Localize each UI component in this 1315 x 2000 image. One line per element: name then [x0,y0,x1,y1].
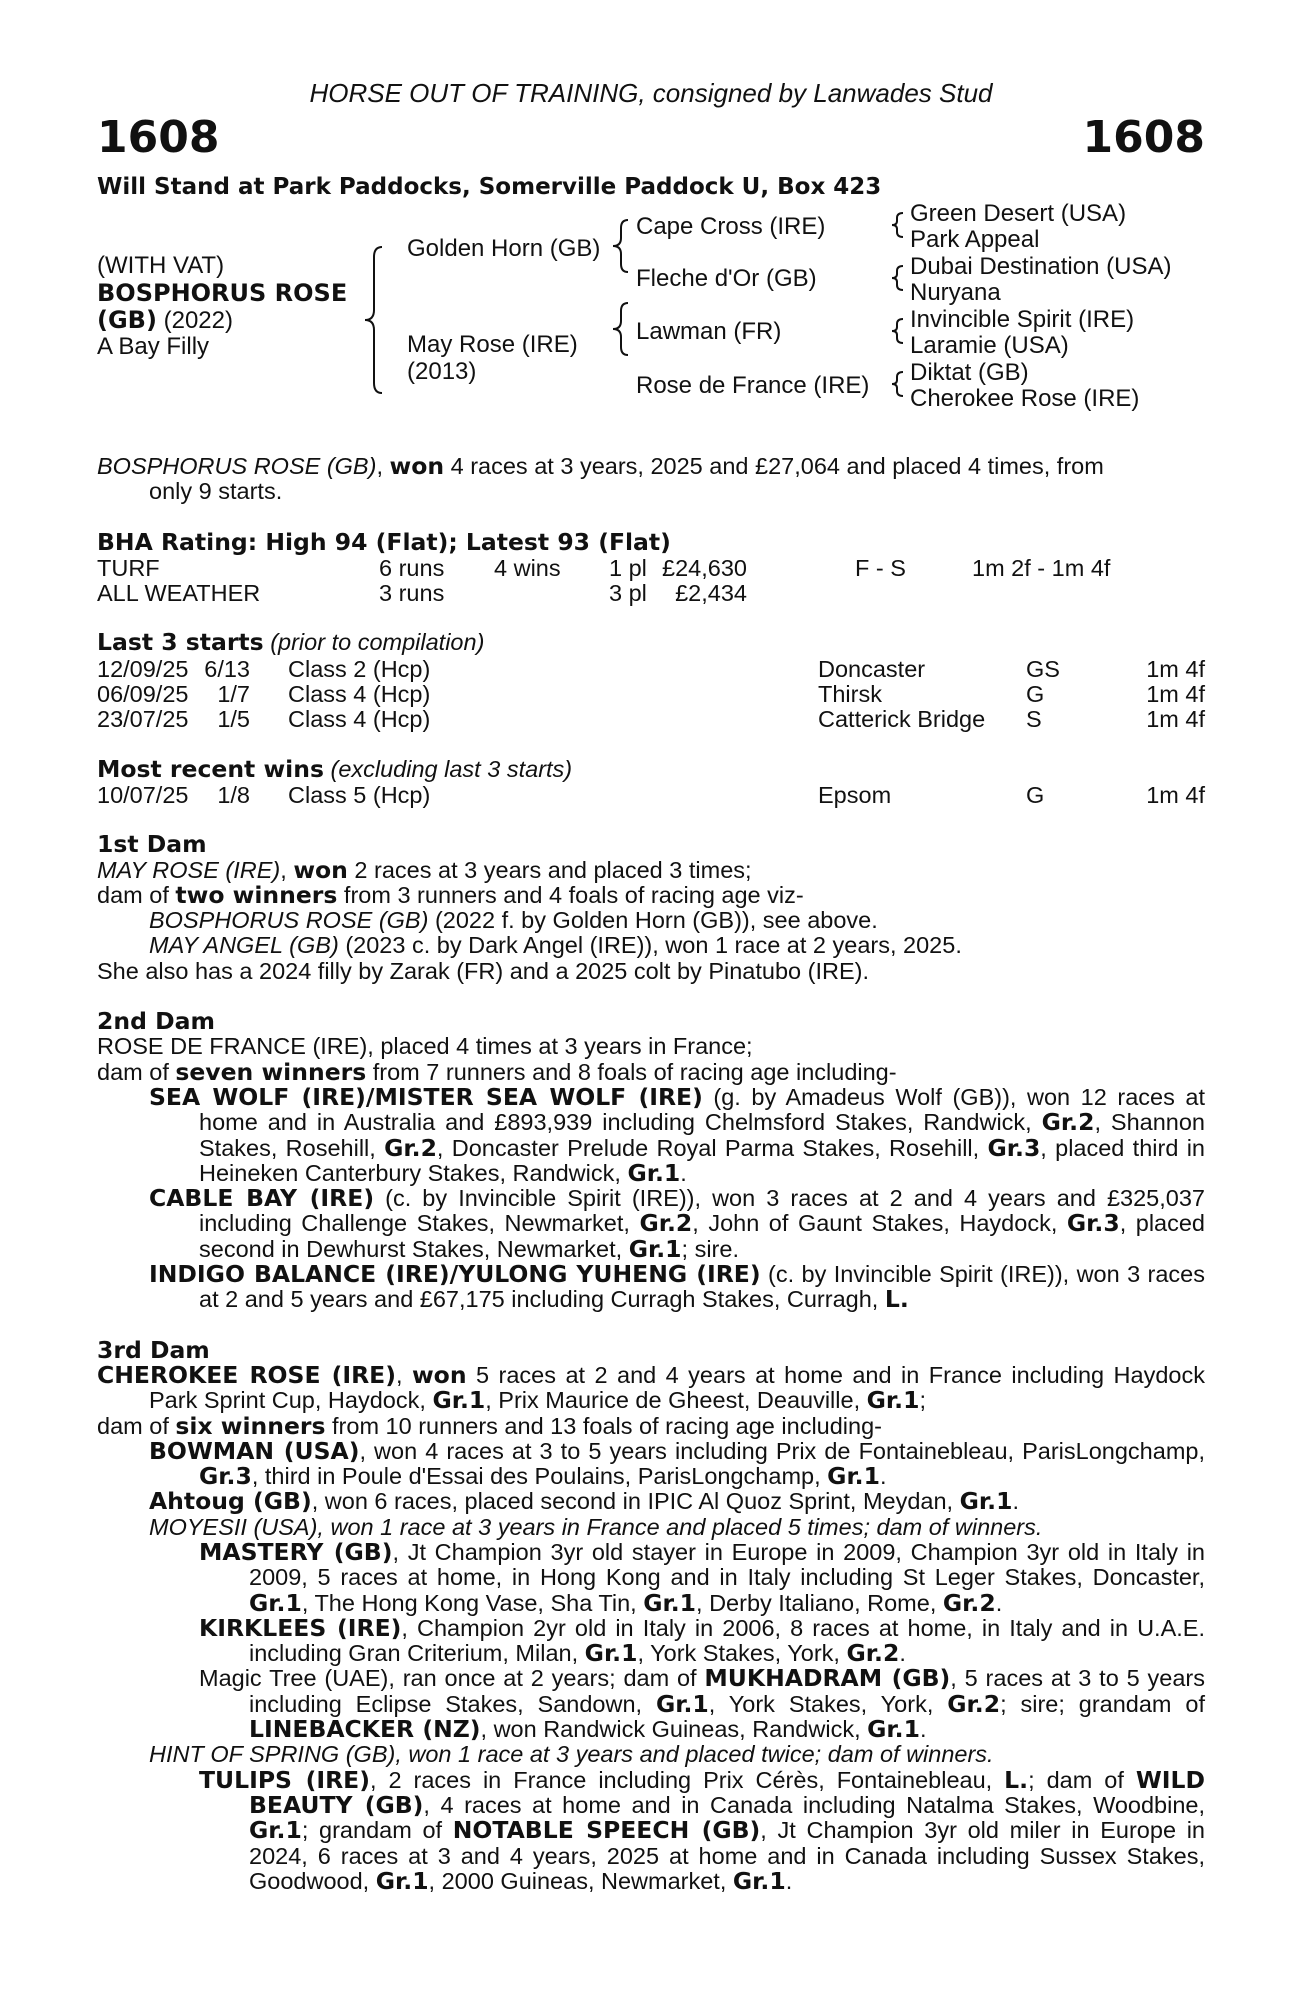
ancestor-ssd: Park Appeal [910,226,1040,253]
produce-entry: BOWMAN (USA), won 4 races at 3 to 5 years including Prix de Fontainebleau, ParisLongchamp, Gr.3, third in Poule d'Essai des Poulains, ParisLongchamp, Gr.1. [149,1436,1205,1491]
recent-distance: 1m 4f [1146,781,1205,808]
recent-row [97,782,1205,807]
second-dam-heading: 2nd Dam [97,1007,215,1036]
catalogue-page [97,78,1205,1894]
sire-sire: Cape Cross (IRE) [636,213,826,240]
first-dam-heading: 1st Dam [97,830,207,859]
start-course: Catterick Bridge [818,706,986,733]
rating-runs: 3 runs [379,580,445,607]
rating-placed: 3 pl [609,580,647,607]
ancestor-dds: Diktat (GB) [910,359,1029,386]
produce-entry: SEA WOLF (IRE)/MISTER SEA WOLF (IRE) (g. by Amadeus Wolf (GB)), won 12 races at home and in Australia and £893,939 including Chelmsford Stakes, Randwick, Gr.2, Shannon Stakes, Rosehill, Gr.2, Doncaster Prelude Royal Parma Stakes, Rosehill, Gr.3, placed third in Heineken Canterbury Stakes, Randwick, Gr.1. [149,1082,1205,1187]
produce-entry: CABLE BAY (IRE) (c. by Invincible Spirit (IRE)), won 3 races at 2 and 4 years and £325,037 including Challenge Stakes, Newmarket, Gr.2, John of Gaunt Stakes, Haydock, Gr.3, placed second in Dewhurst Stakes, Newmarket, Gr.1; sire. [149,1184,1205,1263]
rating-amount: £24,630 [662,554,747,581]
recent-position: 1/8 [217,781,250,808]
ancestor-sdd: Nuryana [910,279,1001,306]
start-class: Class 2 (Hcp) [288,655,431,682]
rating-wins: 4 wins [494,554,561,581]
rating-amount: £2,434 [675,580,747,607]
start-distance: 1m 4f [1146,706,1205,733]
summary-won: won [389,452,445,480]
lot-number-right: 1608 [1082,112,1205,163]
summary-line2: only 9 starts. [149,478,283,505]
start-position: 6/13 [204,655,250,682]
consignment-line: HORSE OUT OF TRAINING, consigned by Lanwades Stud [309,78,993,108]
produce-entry: Ahtoug (GB), won 6 races, placed second in IPIC Al Quoz Sprint, Meydan, Gr.1. [149,1487,1019,1516]
third-dam-heading: 3rd Dam [97,1335,210,1364]
produce-entry: HINT OF SPRING (GB), won 1 race at 3 years and placed twice; dam of winners. [149,1741,994,1768]
first-dam-name: MAY ROSE (IRE) [97,856,281,883]
grand-produce-entry: TULIPS (IRE), 2 races in France including Prix Cérès, Fontainebleau, L.; dam of WILD BEAUTY (GB), 4 races at home and in Canada including Natalma Stakes, Woodbine, Gr.1; grandam of NOTABLE SPEECH (GB), Jt Champion 3yr old miler in Europe in 2024, 6 races at 3 and 4 years, 2025 at home and in Canada including Sussex Stakes, Goodwood, Gr.1, 2000 Guineas, Newmarket, Gr.1. [199,1765,1205,1895]
produce-entry: MOYESII (USA), won 1 race at 3 years in France and placed 5 times; dam of winners. [149,1513,1043,1540]
recent-class: Class 5 (Hcp) [288,781,431,808]
ancestor-ddd: Cherokee Rose (IRE) [910,385,1140,412]
recent-going: G [1026,781,1045,808]
rating-surface: TURF [97,554,160,581]
start-class: Class 4 (Hcp) [288,706,431,733]
recent-date: 10/07/25 [97,781,189,808]
ancestor-dsd: Laramie (USA) [910,332,1069,359]
lot-header [97,78,1205,168]
produce-entry: INDIGO BALANCE (IRE)/YULONG YUHENG (IRE) (c. by Invincible Spirit (IRE)), won 3 races at 2 and 5 years and £67,175 including Curragh Stakes, Curragh, L. [149,1260,1205,1314]
ancestor-sds: Dubai Destination (USA) [910,253,1172,280]
start-course: Doncaster [818,655,926,682]
start-course: Thirsk [818,681,882,708]
lot-number-left: 1608 [97,112,220,163]
dam-sire: Lawman (FR) [636,318,782,345]
start-going: G [1026,681,1045,708]
ancestor-sss: Green Desert (USA) [910,200,1127,227]
grand-produce-entry: KIRKLEES (IRE), Champion 2yr old in Italy in 2006, 8 races at home, in Italy and in U.A.E. including Gran Criterium, Milan, Gr.1, York Stakes, York, Gr.2. [199,1613,1205,1668]
rating-row-aw [97,580,1205,605]
start-position: 1/7 [217,681,250,708]
rating-going: F - S [855,554,906,581]
second-dam-line: ROSE DE FRANCE (IRE), placed 4 times at 3 years in France; [97,1033,753,1060]
dam: May Rose (IRE) [407,331,578,358]
start-class: Class 4 (Hcp) [288,681,431,708]
start-date: 06/09/25 [97,681,189,708]
start-distance: 1m 4f [1146,681,1205,708]
horse-country-year [97,306,233,335]
recent-wins-title: Most recent wins [97,754,324,783]
dam-year: (2013) [407,358,477,385]
start-position: 1/5 [217,706,250,733]
bha-rating-heading: BHA Rating: High 94 (Flat); Latest 93 (Flat) [97,527,671,556]
last-starts-title: Last 3 starts [97,628,264,657]
start-date: 23/07/25 [97,706,189,733]
start-going: GS [1026,655,1060,682]
start-row [97,656,1205,681]
first-dam-also: She also has a 2024 filly by Zarak (FR) and a 2025 colt by Pinatubo (IRE). [97,957,869,984]
produce-name: MAY ANGEL (GB) [149,932,339,959]
stand-location: Will Stand at Park Paddocks, Somerville Paddock U, Box 423 [97,174,882,200]
first-dam-section: 1st Dam MAY ROSE (IRE), won 2 races at 3 years and placed 3 times; dam of two winners from 3 runners and 4 foals of racing age viz- BOSPHORUS ROSE (GB) (2022 f. by Golden Horn (GB)), see above. MAY ANGEL (GB) (2023 c. by Dark Angel (IRE)), won 1 race at 2 years, 2025. She also has a 2024 filly by Zarak (FR) and a 2025 colt by Pinatubo (IRE). [97,832,1205,984]
rating-surface: ALL WEATHER [97,580,261,607]
recent-wins-note: (excluding last 3 starts) [330,755,573,782]
sire-dam: Fleche d'Or (GB) [636,265,817,292]
grand-produce-entry: MASTERY (GB), Jt Champion 3yr old stayer in Europe in 2009, Champion 3yr old in Italy in 2009, 5 races at home, in Hong Kong and in Italy including St Leger Stakes, Doncaster, Gr.1, The Hong Kong Vase, Sha Tin, Gr.1, Derby Italiano, Rome, Gr.2. [199,1537,1205,1617]
start-going: S [1026,706,1042,733]
third-dam-section: 3rd Dam CHEROKEE ROSE (IRE), won 5 races at 2 and 4 years at home and in France including Haydock Park Sprint Cup, Haydock, Gr.1, Prix Maurice de Gheest, Deauville, Gr.1; dam of six winners from 10 runners and 13 foals of racing age including- BOWMAN (USA), won 4 races at 3 to 5 years including Prix de Fontainebleau, ParisLongchamp, Gr.3, third in Poule d'Essai des Poulains, ParisLongchamp, Gr.1. Ahtoug (GB), won 6 races, placed second in IPIC Al Quoz Sprint, Meydan, Gr.1. MOYESII (USA), won 1 race at 3 years in France and placed 5 times; dam of winners. MASTERY (GB), Jt Champion 3yr old stayer in Europe in 2009, Champion 3yr old in Italy in 2009, 5 races at home, in Hong Kong and in Italy including St Leger Stakes, Doncaster, Gr.1, The Hong Kong Vase, Sha Tin, Gr.1, Derby Italiano, Rome, Gr.2. KIRKLEES (IRE), Champion 2yr old in Italy in 2006, 8 races at home, in Italy and in U.A.E. including Gran Criterium, Milan, Gr.1, York Stakes, York, Gr.2. Magic Tree (UAE), ran once at 2 years; dam of MUKHADRAM (GB), 5 races at 3 to 5 years including Eclipse Stakes, Sandown, Gr.1, York Stakes, York, Gr.2; sire; grandam of LINEBACKER (NZ), won Randwick Guineas, Randwick, Gr.1. HINT OF SPRING (GB), won 1 race at 3 years and placed twice; dam of winners. TULIPS (IRE), 2 races in France including Prix Cérès, Fontainebleau, L.; dam of WILD BEAUTY (GB), 4 races at home and in Canada including Natalma Stakes, Woodbine, Gr.1; grandam of NOTABLE SPEECH (GB), Jt Champion 3yr old miler in Europe in 2024, 6 races at 3 and 4 years, 2025 at home and in Canada including Sussex Stakes, Goodwood, Gr.1, 2000 Guineas, Newmarket, Gr.1. [97,1335,1205,1895]
ancestor-dss: Invincible Spirit (IRE) [910,306,1135,333]
sire: Golden Horn (GB) [407,235,601,262]
last-starts-note: (prior to compilation) [270,629,485,656]
recent-wins-heading [97,754,1205,783]
last-starts-heading [97,630,1205,655]
summary-name: BOSPHORUS ROSE (GB) [97,453,377,479]
horse-year: (2022) [163,307,233,334]
rating-distance: 1m 2f - 1m 4f [972,554,1111,581]
dam-dam: Rose de France (IRE) [636,372,870,399]
rating-runs: 6 runs [379,554,445,581]
horse-name: BOSPHORUS ROSE [97,279,348,307]
race-summary: BOSPHORUS ROSE (GB), won 4 races at 3 years, 2025 and £27,064 and placed 4 times, from only 9 starts. [97,454,1205,505]
second-dam-section: 2nd Dam ROSE DE FRANCE (IRE), placed 4 times at 3 years in France; dam of seven winners from 7 runners and 8 foals of racing age including- SEA WOLF (IRE)/MISTER SEA WOLF (IRE) (g. by Amadeus Wolf (GB)), won 12 races at home and in Australia and £893,939 including Chelmsford Stakes, Randwick, Gr.2, Shannon Stakes, Rosehill, Gr.2, Doncaster Prelude Royal Parma Stakes, Rosehill, Gr.3, placed third in Heineken Canterbury Stakes, Randwick, Gr.1. CABLE BAY (IRE) (c. by Invincible Spirit (IRE)), won 3 races at 2 and 4 years and £325,037 including Challenge Stakes, Newmarket, Gr.2, John of Gaunt Stakes, Haydock, Gr.3, placed second in Dewhurst Stakes, Newmarket, Gr.1; sire. INDIGO BALANCE (IRE)/YULONG YUHENG (IRE) (c. by Invincible Spirit (IRE)), won 3 races at 2 and 5 years and £67,175 including Curragh Stakes, Curragh, L. [97,1007,1205,1314]
horse-description: A Bay Filly [97,333,210,360]
start-row [97,681,1205,706]
vat-note: (WITH VAT) [97,252,225,279]
recent-course: Epsom [818,781,892,808]
start-date: 12/09/25 [97,655,189,682]
rating-placed: 1 pl [609,554,647,581]
produce-name: BOSPHORUS ROSE (GB) [149,907,429,934]
horse-country: (GB) [97,306,157,334]
pedigree-chart [97,200,1205,440]
summary-line1: 4 races at 3 years, 2025 and £27,064 and placed 4 times, from [444,453,1104,479]
rating-row-turf [97,555,1205,580]
start-row [97,706,1205,731]
grand-produce-entry: Magic Tree (UAE), ran once at 2 years; dam of MUKHADRAM (GB), 5 races at 3 to 5 years including Eclipse Stakes, Sandown, Gr.1, York Stakes, York, Gr.2; sire; grandam of LINEBACKER (NZ), won Randwick Guineas, Randwick, Gr.1. [199,1664,1205,1744]
start-distance: 1m 4f [1146,655,1205,682]
